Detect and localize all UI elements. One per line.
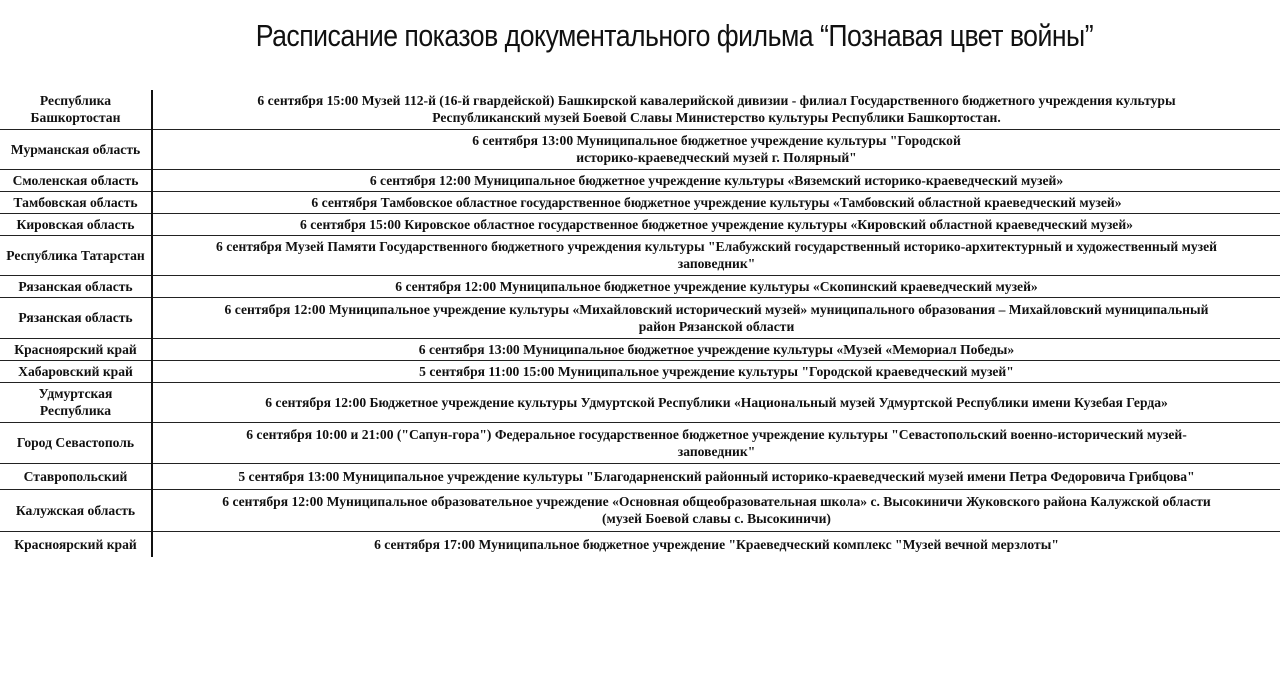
region-cell: Республика Татарстан [0, 235, 152, 275]
page-title: Расписание показов документального фильма “Познавая цвет войны” [255, 18, 1094, 53]
event-cell [152, 90, 1280, 129]
event-line: 6 сентября 13:00 Муниципальное бюджетное учреждение культуры «Музей «Мемориал Победы» [418, 341, 1015, 357]
event-cell [152, 531, 1280, 557]
event-line: 6 сентября 12:00 Муниципальное образовательное учреждение «Основная общеобразовательная школа» с. Высокиничи Жуковского района Калужской области [222, 494, 1211, 509]
schedule-table [0, 90, 1280, 557]
event-line: 5 сентября 13:00 Муниципальное учреждение культуры "Благодарненский районный историко-краеведческий музей имени Петра Федоровича Грибцова" [238, 468, 1195, 484]
event-cell [152, 338, 1280, 360]
event-line: историко-краеведческий музей г. Полярный" [576, 150, 857, 165]
region-cell: Тамбовская область [0, 191, 152, 213]
event-cell [152, 297, 1280, 338]
event-line: Республиканский музей Боевой Славы Министерство культуры Республики Башкортостан. [432, 110, 1001, 126]
event-line: 6 сентября 12:00 Муниципальное учреждение культуры «Михайловский исторический музей» муниципального образования – Михайловский муниципальный [224, 301, 1209, 317]
event-line: 6 сентября Музей Памяти Государственного бюджетного учреждения культуры "Елабужский государственный историко-архитектурный и художественный музей [216, 239, 1217, 254]
event-line: заповедник" [677, 256, 756, 271]
event-line: 6 сентября 10:00 и 21:00 ("Сапун-гора") Федеральное государственное бюджетное учреждение культуры "Севастопольский военно-исторический музей- [246, 426, 1187, 442]
table-row [0, 213, 1280, 235]
region-cell: Город Севастополь [0, 422, 152, 463]
event-cell [152, 191, 1280, 213]
region-cell: Мурманская область [0, 129, 152, 169]
table-row [0, 422, 1280, 463]
region-cell: Красноярский край [0, 531, 152, 557]
event-line: 6 сентября 12:00 Муниципальное бюджетное учреждение культуры «Вяземский историко-краеведческий музей» [369, 172, 1064, 188]
event-cell [152, 463, 1280, 489]
region-cell: Кировская область [0, 213, 152, 235]
event-line: (музей Боевой славы с. Высокиничи) [602, 511, 831, 526]
event-cell [152, 169, 1280, 191]
region-cell: Хабаровский край [0, 360, 152, 382]
event-line: заповедник" [677, 443, 756, 459]
table-row [0, 90, 1280, 129]
event-cell [152, 235, 1280, 275]
event-line: 6 сентября 17:00 Муниципальное бюджетное учреждение "Краеведческий комплекс "Музей вечной мерзлоты" [374, 536, 1059, 552]
event-line: 6 сентября 12:00 Бюджетное учреждение культуры Удмуртской Республики «Национальный музей Удмуртской Республики имени Кузебая Герда» [265, 394, 1168, 410]
table-row [0, 235, 1280, 275]
region-cell: Калужская область [0, 489, 152, 531]
region-cell: Смоленская область [0, 169, 152, 191]
event-cell [152, 275, 1280, 297]
event-cell [152, 213, 1280, 235]
event-line: 5 сентября 11:00 15:00 Муниципальное учреждение культуры "Городской краеведческий музей" [419, 363, 1014, 379]
table-row [0, 382, 1280, 422]
event-line: 6 сентября 15:00 Музей 112-й (16-й гвардейской) Башкирской кавалерийской дивизии - филиал Государственного бюджетного учреждения культуры [257, 93, 1176, 109]
table-row [0, 169, 1280, 191]
table-row [0, 275, 1280, 297]
table-row [0, 531, 1280, 557]
event-line: 6 сентября 12:00 Муниципальное бюджетное учреждение культуры «Скопинский краеведческий музей» [395, 278, 1038, 294]
region-cell: Республика Башкортостан [0, 90, 152, 129]
event-cell [152, 382, 1280, 422]
event-cell [152, 129, 1280, 169]
event-line: 6 сентября Тамбовское областное государственное бюджетное учреждение культуры «Тамбовский областной краеведческий музей» [311, 194, 1122, 210]
table-row [0, 297, 1280, 338]
event-line: 6 сентября 15:00 Кировское областное государственное бюджетное учреждение культуры «Кировский областной краеведческий музей» [300, 216, 1133, 232]
event-cell [152, 422, 1280, 463]
table-row [0, 360, 1280, 382]
event-line: район Рязанской области [638, 318, 795, 334]
event-cell [152, 360, 1280, 382]
table-row [0, 338, 1280, 360]
region-cell: Рязанская область [0, 275, 152, 297]
table-row [0, 463, 1280, 489]
table-row [0, 191, 1280, 213]
region-cell: Ставропольский [0, 463, 152, 489]
region-cell: Рязанская область [0, 297, 152, 338]
region-cell: Удмуртская Республика [0, 382, 152, 422]
event-cell [152, 489, 1280, 531]
table-row [0, 489, 1280, 531]
region-cell: Красноярский край [0, 338, 152, 360]
event-line: 6 сентября 13:00 Муниципальное бюджетное учреждение культуры "Городской [472, 133, 961, 148]
table-row [0, 129, 1280, 169]
